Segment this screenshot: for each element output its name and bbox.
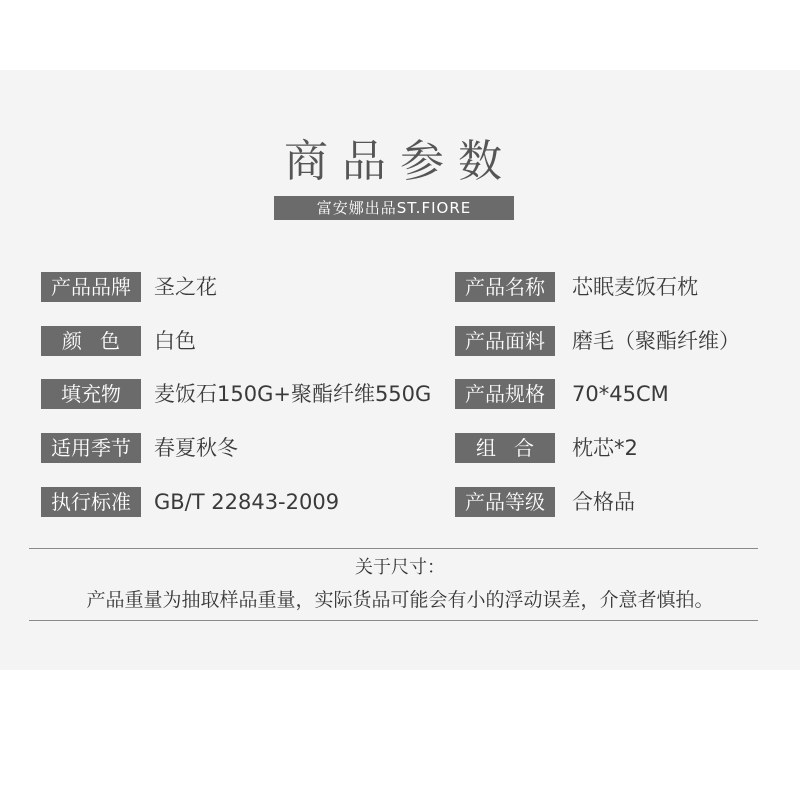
size-note-title: 关于尺寸： (355, 557, 445, 578)
spec-label-grade: 产品等级 (455, 487, 555, 517)
spec-value-season: 春夏秋冬 (154, 436, 238, 460)
spec-value-size: 70*45CM (572, 382, 669, 406)
spec-label-standard: 执行标准 (41, 487, 141, 517)
size-note-body: 产品重量为抽取样品重量，实际货品可能会有小的浮动误差，介意者慎拍。 (86, 589, 714, 611)
spec-value-brand: 圣之花 (154, 275, 217, 299)
spec-label-color: 颜色 (41, 326, 141, 356)
spec-value-product-name: 芯眠麦饭石枕 (572, 275, 698, 299)
page-title: 商品参数 (284, 136, 516, 187)
spec-row (0, 272, 800, 302)
spec-label-fabric: 产品面料 (455, 326, 555, 356)
spec-row (0, 433, 800, 463)
spec-label-season: 适用季节 (41, 433, 141, 463)
divider-top (29, 548, 758, 549)
spec-row (0, 487, 800, 517)
spec-value-standard: GB/T 22843-2009 (154, 490, 340, 514)
spec-row (0, 326, 800, 356)
spec-value-fabric: 磨毛（聚酯纤维） (572, 329, 740, 353)
spec-label-size: 产品规格 (455, 379, 555, 409)
spec-value-grade: 合格品 (572, 490, 635, 514)
spec-value-color: 白色 (154, 329, 196, 353)
spec-value-set: 枕芯*2 (572, 436, 638, 460)
divider-bottom (29, 620, 758, 621)
spec-label-brand: 产品品牌 (41, 272, 141, 302)
brand-subtitle: 富安娜出品ST.FIORE (274, 196, 514, 220)
spec-value-filling: 麦饭石150G+聚酯纤维550G (154, 382, 432, 406)
spec-label-set: 组合 (455, 433, 555, 463)
spec-label-filling: 填充物 (41, 379, 141, 409)
spec-label-product-name: 产品名称 (455, 272, 555, 302)
spec-row (0, 379, 800, 409)
